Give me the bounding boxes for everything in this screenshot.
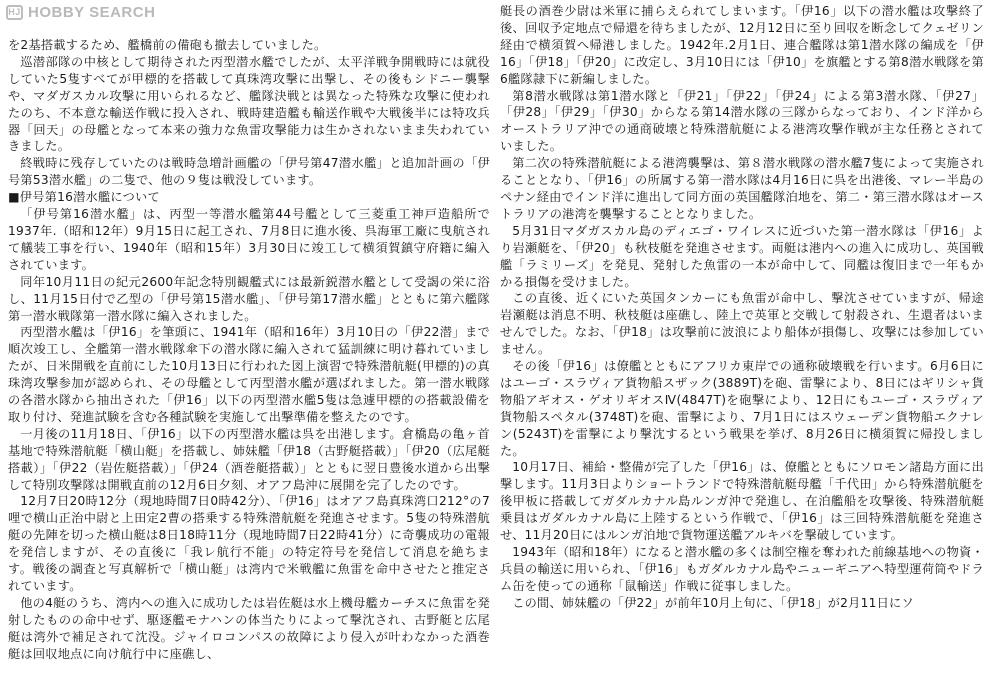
left-column bbox=[8, 3, 490, 690]
section-paragraph-0: 「伊号第16潜水艦」は、丙型一等潜水艦第44号艦として三菱重工神戸造船所で1937年.（昭和12年）9月15日に起工され、7月8日に進水後、呉海軍工廠に曳航されて艤装工事を行い、1940年（昭和15年）3月30日に竣工して横須賀鎮守府籍に編入されています。 bbox=[8, 207, 490, 272]
right-column bbox=[500, 3, 984, 690]
right-paragraph-0: 艇長の酒巻少尉は米軍に捕らえられてしまいます。「伊16」以下の潜水艦は攻撃終了後、回収予定地点で帰還を待ちましたが、12月12日に至り回収を断念してクェゼリン経由で横須賀へ帰港しました。1942年.2月1日、連合艦隊は第1潜水隊の編成を「伊16」「伊18」「伊20」に改定し、3月10日には「伊10」を旗艦とする第8潜水戦隊を第6艦隊隷下に新編しました。 bbox=[500, 4, 984, 86]
right-paragraph-6: 10月17日、補給・整備が完了した「伊16」は、僚艦とともにソロモン諸島方面に出撃します。11月3日よりショートランドで特殊潜航艇母艦「千代田」から特殊潜航艇を後甲板に搭載してガダルカナル島ルンガ沖で発進し、在泊艦船を攻撃後、特殊潜航艇乗員はガダルカナル島に上陸するという作戦で、「伊16」は三回特殊潜航艇を発進させ、11月20日にはルンガ泊地で貨物運送艦アルキバを撃破しています。 bbox=[500, 460, 984, 543]
left-paragraph-1: 巡潜部隊の中核として期待された丙型潜水艦でしたが、太平洋戦争開戦時には就役していた5隻すべてが甲標的を搭載して真珠湾攻撃に出撃し、その後もシドニー襲撃や、マダガスカル攻撃に用いられるなど、艦隊決戦とは異なった特殊な攻撃に使われたのち、不本意な輸送作戦に投入され、戦時建造艦も輸送作戦や大戦後半には特攻兵器「回天」の母艦となって本来の強力な魚雷攻撃能力は生かされないまま失われていきました。 bbox=[8, 54, 490, 154]
right-paragraph-7: 1943年（昭和18年）になると潜水艦の多くは制空権を奪われた前線基地への物資・兵員の輸送に用いられ、「伊16」もガダルカナル島やニューギニアへ特型運荷筒やドラム缶を使っての通称「鼠輸送」作戦に従事しました。 bbox=[500, 545, 984, 593]
right-paragraph-2: 第二次の特殊潜航艇による港湾襲撃は、第８潜水戦隊の潜水艦7隻によって実施されることとなり、「伊16」の所属する第一潜水隊は4月16日に呉を出港後、マレー半島のペナン経由でインド洋に進出して同方面の英国艦隊泊地を、第二・第三潜水隊はオーストラリアの港湾を襲撃することとなりました。 bbox=[500, 156, 984, 221]
left-paragraph-0: を2基搭載するため、艦橋前の備砲も撤去していました。 bbox=[8, 38, 327, 52]
right-paragraph-5: その後「伊16」は僚艦とともにアフリカ東岸での通称破壊戦を行います。6月6日にはユーゴ・スラヴィア貨物船スザック(3889T)を砲、雷撃により、8日にはギリシャ貨物船アギオス・ゲオリギオスⅣ(4847T)を砲撃により、12日にもユーゴ・スラヴィア貨物船スペタル(3748T)を砲、雷撃により、7月1日にはスウェーデン貨物船エクナレン(5243T)を雷撃により撃沈するという戦果を挙げ、8月26日に横須賀に帰投しました。 bbox=[500, 359, 984, 458]
section-paragraph-3: 一月後の11月18日、「伊16」以下の丙型潜水艦は呉を出港します。倉橋島の亀ヶ首基地で特殊潜航艇「横山艇」を搭載し、姉妹艦「伊18（古野艇搭載）」「伊20（広尾艇搭載）」「伊22（岩佐艇搭載）」「伊24（酒巻艇搭載）」とともに翌日豊後水道から出撃して特別攻撃隊は開戦直前の12月6日夕刻、オアフ島沖に展開を完了したのです。 bbox=[8, 426, 490, 492]
section-paragraph-2: 丙型潜水艦は「伊16」を筆頭に、1941年（昭和16年）3月10日の「伊22潜」まで順次竣工し、全艦第一潜水戦隊傘下の潜水隊に編入されて猛訓練に明け暮れていましたが、日米開戦を直前にした10月13日に行われた図上演習で特殊潜航艇(甲標的)の真珠湾攻撃参加が認められ、その母艦として丙型潜水艦が選ばれました。第一潜水戦隊の各潜水隊から抽出された「伊16」以下の丙型潜水艦5隻は急遽甲標的の搭載設備を取り付け、発進試験を含む各種試験を実施して出撃準備を整えたのです。 bbox=[8, 325, 490, 424]
section-paragraph-4: 12月7日20時12分（現地時間7日0時42分）、「伊16」はオアフ島真珠湾口212°の7哩で横山正治中尉と上田定2曹の搭乗する特殊潜航艇を発進させます。5隻の特殊潜航艇の先陣を切った横山艇は8日18時11分（現地時間7日22時41分）に奇襲成功の電報を発信しますが、その直後に「我レ航行不能」の特定符号を発信して消息を絶ちます。戦後の調査と写真解析で「横山艇」は湾内で米戦艦に魚雷を命中させたと推定されています。 bbox=[8, 494, 490, 593]
right-paragraph-4: この直後、近くにいた英国タンカーにも魚雷が命中し、撃沈させていますが、帰途岩瀬艇は消息不明、秋枝艇は座礁し、陸上で英軍と交戦して射殺され、生還者はいませんでした。なお、「伊18」は攻撃前に波浪により船体が損傷し、攻撃には参加していません。 bbox=[500, 291, 984, 357]
left-paragraph-2: 終戦時に残存していたのは戦時急増計画艦の「伊号第47潜水艦」と追加計画の「伊号第53潜水艦」の二隻で、他の９隻は戦没しています。 bbox=[8, 156, 490, 188]
logo-text: HOBBY SEARCH bbox=[28, 3, 156, 21]
section-heading: ■伊号第16潜水艦について bbox=[8, 190, 160, 205]
right-paragraph-8: この間、姉妹艦の「伊22」が前年10月上旬に、「伊18」が2月11日にソ bbox=[512, 595, 914, 610]
right-paragraph-3: 5月31日マダガスカル島のディエゴ・ワイレスに近づいた第一潜水隊は「伊16」より岩瀬艇を、「伊20」も秋枝艇を発進させます。両艇は港内への進入に成功し、英国戦艦「ラミリーズ」を発見、発射した魚雷の一本が命中して、同艦は復旧まで一年もかかる損傷を受けました。 bbox=[500, 223, 984, 289]
right-paragraph-1: 第8潜水戦隊は第1潜水隊と「伊21」「伊22」「伊24」による第3潜水隊、「伊27」「伊28」「伊29」「伊30」からなる第14潜水隊の三隊からなっており、インド洋からオーストラリア沖での通商破壊と特殊潜航艇による港湾攻撃作戦が主な任務とされていました。 bbox=[500, 88, 984, 154]
logo-mark-icon: HJ bbox=[6, 5, 23, 20]
section-paragraph-5: 他の4艇のうち、湾内への進入に成功したは岩佐艇は水上機母艦カーチスに魚雷を発射したものの命中せず、駆逐艦モナハンの体当たりによって撃沈され、古野艇と広尾艇は湾外で補足されて沈没。ジャイロコンパスの故障により侵入が叶わなかった酒巻艇は回収地点に向け航行中に座礁し、 bbox=[8, 595, 490, 661]
section-paragraph-1: 同年10月11日の紀元2600年記念特別観艦式には最新鋭潜水艦として受謁の栄に浴し、11月15日付で乙型の「伊号第15潜水艦」、「伊号第17潜水艦」とともに第六艦隊第一潜水戦隊第一潜水隊に編入されました。 bbox=[8, 274, 490, 323]
hobby-search-logo bbox=[6, 2, 155, 22]
